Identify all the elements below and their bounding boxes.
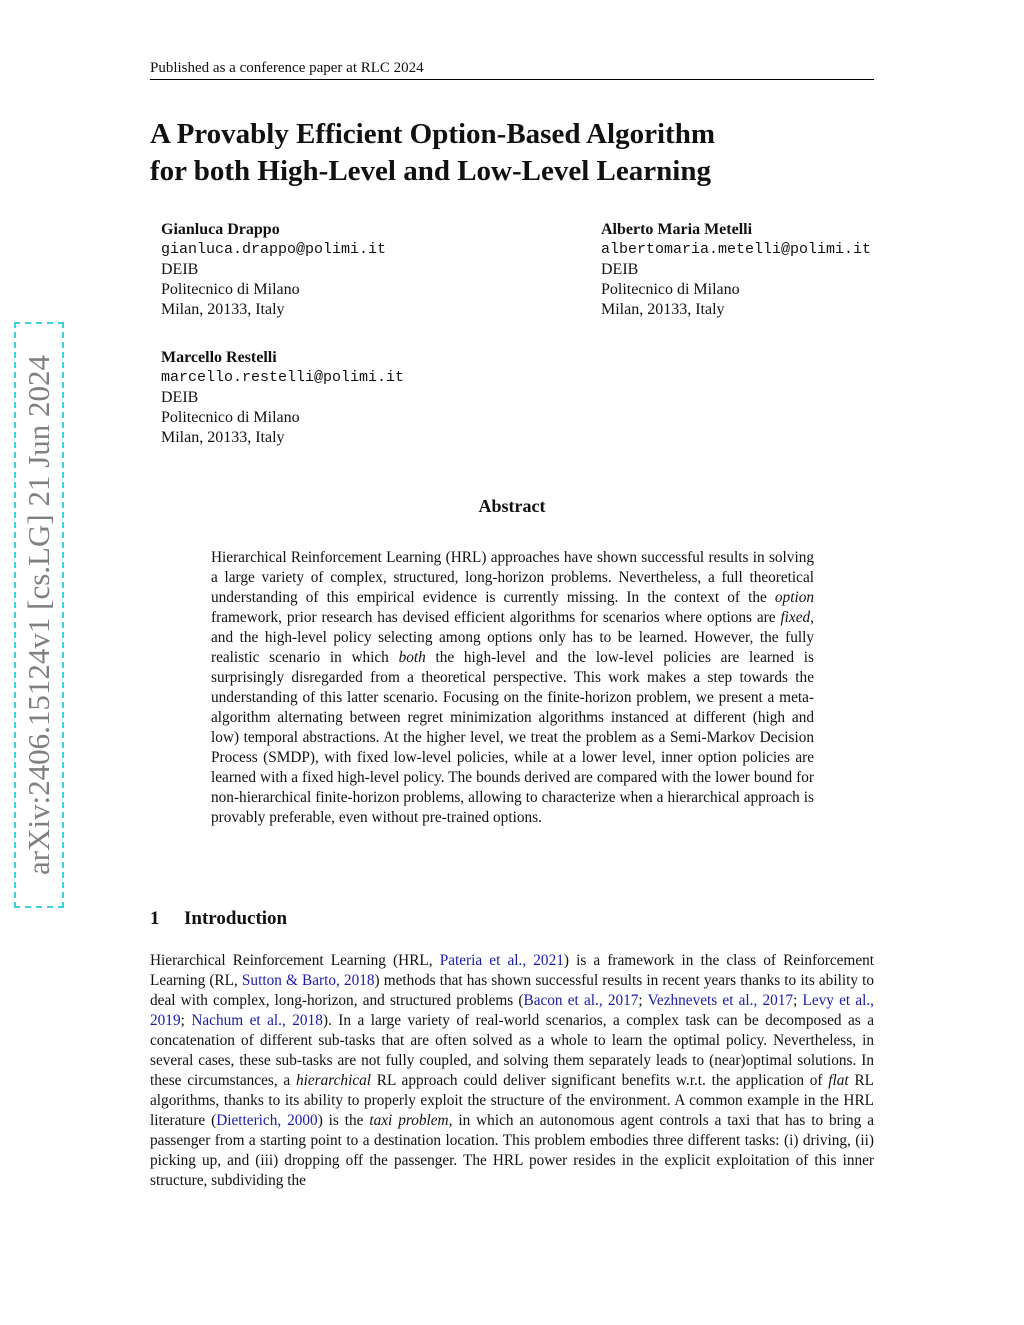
author-institution: Politecnico di Milano (601, 281, 740, 298)
author-institution: Politecnico di Milano (161, 409, 300, 426)
citation-link[interactable]: Pateria et al., 2021 (439, 952, 564, 969)
citation-link[interactable]: Bacon et al., 2017 (523, 992, 639, 1009)
abstract-text: Hierarchical Reinforcement Learning (HRL) approaches have shown successful results in solving a large variety of complex, structured, long-horizon problems. Nevertheless, a full theoretical understanding of this empirical evidence is currently missing. In the context of the option framework, prior research has devised efficient algorithms for scenarios where options are fixed, and the high-level policy selecting among options only has to be learned. However, the fully realistic scenario in which both the high-level and the low-level policies are learned is surprisingly disregarded from a theoretical perspective. This work makes a step towards the understanding of this latter scenario. Focusing on the finite-horizon problem, we present a meta-algorithm alternating between regret minimization algorithms instanced at different (high and low) temporal abstractions. At the higher level, we treat the problem as a Semi-Markov Decision Process (SMDP), with fixed low-level policies, while at a lower level, inner option policies are learned with a fixed high-level policy. The bounds derived are compared with the lower bound for non-hierarchical finite-horizon problems, allowing to characterize when a hierarchical approach is provably preferable, even without pre-trained options. (211, 549, 814, 826)
author-email[interactable]: marcello.restelli@polimi.it (161, 369, 405, 386)
author-address: Milan, 20133, Italy (161, 429, 285, 446)
citation-link[interactable]: Sutton & Barto, 2018 (241, 972, 375, 989)
paper-title (150, 116, 910, 190)
header-rule (150, 79, 874, 80)
author-department: DEIB (161, 261, 199, 278)
title-line-1: A Provably Efficient Option-Based Algorithm (150, 118, 715, 150)
section-title: Introduction (184, 908, 288, 929)
abstract-heading: Abstract (478, 496, 546, 516)
running-header: Published as a conference paper at RLC 2024 (150, 60, 424, 76)
citation-link[interactable]: Nachum et al., 2018 (191, 1012, 323, 1029)
author-block (161, 348, 404, 448)
citation-link[interactable]: Dietterich, 2000 (216, 1112, 318, 1129)
author-address: Milan, 20133, Italy (161, 301, 285, 318)
arxiv-identifier: arXiv:2406.15124v1 [cs.LG] 21 Jun 2024 (21, 354, 56, 876)
title-line-2: for both High-Level and Low-Level Learning (150, 155, 711, 187)
introduction-paragraph: Hierarchical Reinforcement Learning (HRL, Pateria et al., 2021) is a framework in the class of Reinforcement Learning (RL, Sutton & Barto, 2018) methods that has shown successful results in recent years thanks to its ability to deal with complex, long-horizon, and structured problems (Bacon et al., 2017; Vezhnevets et al., 2017; Levy et al., 2019; Nachum et al., 2018). In a large variety of real-world scenarios, a complex task can be decomposed as a concatenation of different sub-tasks that are often solved as a whole to learn the optimal policy. Nevertheless, in several cases, these sub-tasks are not fully coupled, and solving them separately leads to (near)optimal solutions. In these circumstances, a hierarchical RL approach could deliver significant benefits w.r.t. the application of flat RL algorithms, thanks to its ability to properly exploit the structure of the environment. A common example in the HRL literature (Dietterich, 2000) is the taxi problem, in which an autonomous agent controls a taxi that has to bring a passenger from a starting point to a destination location. This problem embodies three different tasks: (i) driving, (ii) picking up, and (iii) dropping off the passenger. The HRL power resides in the explicit exploitation of this inner structure, subdividing the (150, 952, 875, 1189)
author-block (161, 220, 386, 320)
author-name: Alberto Maria Metelli (601, 221, 753, 238)
author-email[interactable]: albertomaria.metelli@polimi.it (601, 241, 872, 258)
author-email[interactable]: gianluca.drappo@polimi.it (161, 241, 387, 258)
author-address: Milan, 20133, Italy (601, 301, 725, 318)
citation-link[interactable]: Levy et al., 2019 (150, 992, 875, 1029)
author-institution: Politecnico di Milano (161, 281, 300, 298)
section-heading (150, 908, 287, 930)
author-name: Marcello Restelli (161, 349, 277, 366)
arxiv-identifier-box[interactable] (14, 322, 64, 908)
author-department: DEIB (601, 261, 639, 278)
author-block (601, 220, 871, 320)
author-department: DEIB (161, 389, 199, 406)
citation-link[interactable]: Vezhnevets et al., 2017 (647, 992, 794, 1009)
author-name: Gianluca Drappo (161, 221, 280, 238)
section-number: 1 (150, 908, 160, 929)
